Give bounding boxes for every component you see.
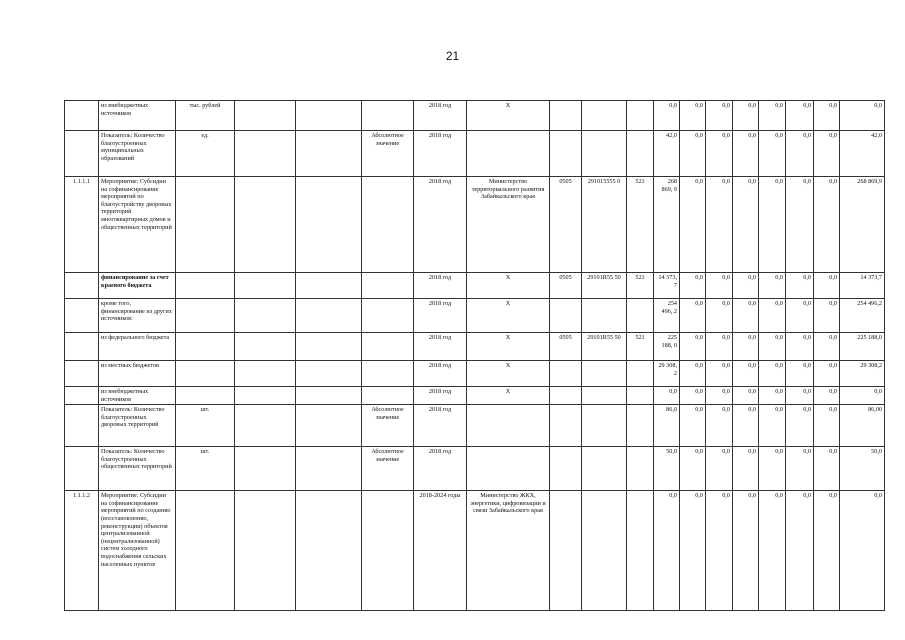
cell-v5: 0,0 [786, 101, 814, 131]
cell-agency: Министерство территориального развития Забайкальского края [467, 177, 550, 273]
cell-type [362, 101, 414, 131]
cell-v2: 0,0 [706, 491, 733, 611]
cell-csr [582, 361, 627, 387]
cell-grbs: 0505 [550, 333, 582, 361]
cell-v0: 29 308, 2 [654, 361, 680, 387]
cell-agency: Х [467, 101, 550, 131]
cell-type [362, 387, 414, 405]
cell-v5: 0,0 [786, 491, 814, 611]
cell-vr [627, 447, 654, 491]
table-row [65, 405, 885, 447]
cell-code [65, 405, 99, 447]
cell-total: 86,00 [840, 405, 885, 447]
cell-v2: 0,0 [706, 177, 733, 273]
cell-b1 [235, 101, 296, 131]
cell-period: 2018 год [414, 361, 467, 387]
cell-v3: 0,0 [733, 333, 759, 361]
cell-csr [582, 131, 627, 177]
cell-v6: 0,0 [814, 273, 840, 299]
cell-v3: 0,0 [733, 131, 759, 177]
cell-agency: Х [467, 333, 550, 361]
cell-unit: шт. [176, 447, 235, 491]
cell-v6: 0,0 [814, 101, 840, 131]
cell-b2 [296, 361, 362, 387]
cell-unit [176, 387, 235, 405]
cell-b1 [235, 447, 296, 491]
cell-agency [467, 405, 550, 447]
cell-agency: Министерство ЖКХ, энергетики, цифровизации и связи Забайкальского края [467, 491, 550, 611]
cell-total: 42,0 [840, 131, 885, 177]
cell-unit [176, 361, 235, 387]
cell-v0: 268 869, 9 [654, 177, 680, 273]
cell-csr: 29101R55 50 [582, 273, 627, 299]
page-number: 21 [445, 49, 460, 63]
table-row [65, 361, 885, 387]
cell-v2: 0,0 [706, 273, 733, 299]
cell-v1: 0,0 [680, 491, 706, 611]
cell-v1: 0,0 [680, 447, 706, 491]
cell-b2 [296, 387, 362, 405]
cell-vr [627, 405, 654, 447]
cell-v5: 0,0 [786, 405, 814, 447]
cell-b1 [235, 387, 296, 405]
cell-v2: 0,0 [706, 299, 733, 333]
cell-v1: 0,0 [680, 299, 706, 333]
table-body [65, 101, 885, 611]
cell-v0: 0,0 [654, 491, 680, 611]
cell-unit [176, 299, 235, 333]
cell-total: 225 188,0 [840, 333, 885, 361]
cell-v3: 0,0 [733, 273, 759, 299]
cell-period: 2018 год [414, 447, 467, 491]
cell-agency: Х [467, 299, 550, 333]
cell-type: Абсолютное значение [362, 447, 414, 491]
cell-total: 254 496,2 [840, 299, 885, 333]
table-row [65, 387, 885, 405]
table-row [65, 333, 885, 361]
cell-total: 29 308,2 [840, 361, 885, 387]
cell-code [65, 299, 99, 333]
cell-v4: 0,0 [759, 361, 786, 387]
cell-period: 2018 год [414, 333, 467, 361]
cell-v6: 0,0 [814, 491, 840, 611]
cell-b1 [235, 299, 296, 333]
cell-name: кроме того, финансирование из других источников: [99, 299, 176, 333]
cell-name: из местных бюджетов [99, 361, 176, 387]
cell-unit [176, 177, 235, 273]
cell-v2: 0,0 [706, 101, 733, 131]
cell-period: 2018 год [414, 131, 467, 177]
cell-unit [176, 273, 235, 299]
cell-v0: 0,0 [654, 387, 680, 405]
cell-v0: 225 188, 0 [654, 333, 680, 361]
cell-csr: 29101R55 50 [582, 333, 627, 361]
cell-v2: 0,0 [706, 447, 733, 491]
cell-b1 [235, 491, 296, 611]
table-row [65, 101, 885, 131]
cell-v4: 0,0 [759, 387, 786, 405]
cell-code [65, 361, 99, 387]
cell-b1 [235, 131, 296, 177]
cell-grbs [550, 387, 582, 405]
cell-csr [582, 491, 627, 611]
cell-unit [176, 491, 235, 611]
cell-name: из внебюджетных источников [99, 101, 176, 131]
cell-vr: 521 [627, 333, 654, 361]
cell-b2 [296, 131, 362, 177]
cell-code: 1.1.1.2 [65, 491, 99, 611]
cell-period: 2018-2024 годы [414, 491, 467, 611]
cell-name: Показатель: Количество благоустроенных общественных территорий [99, 447, 176, 491]
cell-v6: 0,0 [814, 299, 840, 333]
cell-v0: 0,0 [654, 101, 680, 131]
cell-name: финансирование за счет краевого бюджета [99, 273, 176, 299]
cell-name: Показатель: Количество благоустроенных муниципальных образований [99, 131, 176, 177]
cell-vr [627, 299, 654, 333]
cell-b1 [235, 333, 296, 361]
cell-name: из внебюджетных источников [99, 387, 176, 405]
cell-v3: 0,0 [733, 405, 759, 447]
cell-v6: 0,0 [814, 387, 840, 405]
cell-total: 14 373,7 [840, 273, 885, 299]
cell-b1 [235, 273, 296, 299]
table-row [65, 131, 885, 177]
cell-grbs [550, 131, 582, 177]
cell-b2 [296, 101, 362, 131]
cell-name: Мероприятие: Субсидии на софинансирование мероприятий по благоустройству дворовых территорий многоквартирных домов и общественных территорий [99, 177, 176, 273]
table-row [65, 273, 885, 299]
cell-v4: 0,0 [759, 491, 786, 611]
cell-v0: 50,0 [654, 447, 680, 491]
cell-v2: 0,0 [706, 131, 733, 177]
cell-grbs: 0505 [550, 273, 582, 299]
cell-v4: 0,0 [759, 273, 786, 299]
cell-unit: ед. [176, 131, 235, 177]
cell-v3: 0,0 [733, 101, 759, 131]
cell-v1: 0,0 [680, 101, 706, 131]
cell-v4: 0,0 [759, 177, 786, 273]
cell-v0: 254 496, 2 [654, 299, 680, 333]
cell-v5: 0,0 [786, 387, 814, 405]
cell-code [65, 447, 99, 491]
cell-vr [627, 101, 654, 131]
cell-b2 [296, 491, 362, 611]
cell-v3: 0,0 [733, 387, 759, 405]
cell-v4: 0,0 [759, 131, 786, 177]
cell-type [362, 273, 414, 299]
cell-v3: 0,0 [733, 361, 759, 387]
cell-v6: 0,0 [814, 361, 840, 387]
cell-period: 2018 год [414, 405, 467, 447]
cell-v1: 0,0 [680, 177, 706, 273]
cell-type: Абсолютное значение [362, 131, 414, 177]
cell-v3: 0,0 [733, 177, 759, 273]
cell-v6: 0,0 [814, 131, 840, 177]
cell-b2 [296, 405, 362, 447]
cell-v5: 0,0 [786, 333, 814, 361]
cell-v5: 0,0 [786, 361, 814, 387]
cell-agency [467, 447, 550, 491]
cell-v3: 0,0 [733, 491, 759, 611]
cell-v4: 0,0 [759, 299, 786, 333]
cell-period: 2018 год [414, 273, 467, 299]
cell-v1: 0,0 [680, 131, 706, 177]
cell-v1: 0,0 [680, 405, 706, 447]
cell-agency [467, 131, 550, 177]
cell-type [362, 491, 414, 611]
cell-csr [582, 405, 627, 447]
cell-grbs: 0505 [550, 177, 582, 273]
cell-v3: 0,0 [733, 299, 759, 333]
cell-vr: 521 [627, 177, 654, 273]
cell-type [362, 177, 414, 273]
cell-v1: 0,0 [680, 361, 706, 387]
cell-type [362, 299, 414, 333]
cell-b2 [296, 447, 362, 491]
cell-b1 [235, 405, 296, 447]
cell-total: 0,0 [840, 491, 885, 611]
cell-type [362, 333, 414, 361]
cell-code [65, 333, 99, 361]
cell-v1: 0,0 [680, 387, 706, 405]
cell-period: 2018 год [414, 387, 467, 405]
cell-b2 [296, 273, 362, 299]
cell-v0: 14 373, 7 [654, 273, 680, 299]
cell-csr [582, 387, 627, 405]
cell-total: 268 869,9 [840, 177, 885, 273]
cell-v6: 0,0 [814, 177, 840, 273]
cell-grbs [550, 361, 582, 387]
cell-v2: 0,0 [706, 333, 733, 361]
cell-period: 2018 год [414, 299, 467, 333]
cell-v1: 0,0 [680, 333, 706, 361]
cell-csr [582, 447, 627, 491]
table-row [65, 299, 885, 333]
cell-v2: 0,0 [706, 387, 733, 405]
cell-csr [582, 101, 627, 131]
cell-grbs [550, 491, 582, 611]
cell-vr: 521 [627, 273, 654, 299]
program-table [64, 100, 885, 611]
cell-b2 [296, 299, 362, 333]
cell-vr [627, 387, 654, 405]
cell-v4: 0,0 [759, 447, 786, 491]
cell-total: 0,0 [840, 387, 885, 405]
cell-code [65, 101, 99, 131]
cell-name: Мероприятие: Субсидии на софинансирование мероприятий по созданию (восстановлению, реконструкции) объектов централизованной (нецентрализованной) систем холодного водоснабжения сельских населенных пунктов [99, 491, 176, 611]
cell-b1 [235, 361, 296, 387]
cell-agency: Х [467, 273, 550, 299]
cell-v4: 0,0 [759, 405, 786, 447]
cell-agency: Х [467, 361, 550, 387]
cell-grbs [550, 405, 582, 447]
cell-v5: 0,0 [786, 131, 814, 177]
cell-v2: 0,0 [706, 361, 733, 387]
cell-vr [627, 361, 654, 387]
cell-vr [627, 131, 654, 177]
cell-unit: тыс. рублей [176, 101, 235, 131]
cell-code: 1.1.1.1 [65, 177, 99, 273]
cell-name: из федерального бюджета [99, 333, 176, 361]
cell-v4: 0,0 [759, 101, 786, 131]
cell-v1: 0,0 [680, 273, 706, 299]
cell-code [65, 273, 99, 299]
cell-v5: 0,0 [786, 177, 814, 273]
cell-v6: 0,0 [814, 333, 840, 361]
cell-v0: 42,0 [654, 131, 680, 177]
cell-agency: Х [467, 387, 550, 405]
cell-code [65, 387, 99, 405]
cell-v2: 0,0 [706, 405, 733, 447]
cell-unit [176, 333, 235, 361]
cell-period: 2018 год [414, 177, 467, 273]
cell-grbs [550, 299, 582, 333]
cell-b2 [296, 177, 362, 273]
cell-code [65, 131, 99, 177]
cell-v4: 0,0 [759, 333, 786, 361]
table-row [65, 177, 885, 273]
table-row [65, 491, 885, 611]
cell-unit: шт. [176, 405, 235, 447]
cell-b2 [296, 333, 362, 361]
cell-v5: 0,0 [786, 447, 814, 491]
cell-csr: 291015555 0 [582, 177, 627, 273]
cell-b1 [235, 177, 296, 273]
cell-grbs [550, 101, 582, 131]
cell-type [362, 361, 414, 387]
cell-v5: 0,0 [786, 273, 814, 299]
cell-v6: 0,0 [814, 447, 840, 491]
table-row [65, 447, 885, 491]
cell-v5: 0,0 [786, 299, 814, 333]
cell-type: Абсолютное значение [362, 405, 414, 447]
cell-v3: 0,0 [733, 447, 759, 491]
cell-total: 50,0 [840, 447, 885, 491]
cell-vr [627, 491, 654, 611]
cell-grbs [550, 447, 582, 491]
cell-v6: 0,0 [814, 405, 840, 447]
cell-v0: 86,0 [654, 405, 680, 447]
cell-period: 2018 год [414, 101, 467, 131]
cell-total: 0,0 [840, 101, 885, 131]
cell-csr [582, 299, 627, 333]
cell-name: Показатель: Количество благоустроенных дворовых территорий [99, 405, 176, 447]
